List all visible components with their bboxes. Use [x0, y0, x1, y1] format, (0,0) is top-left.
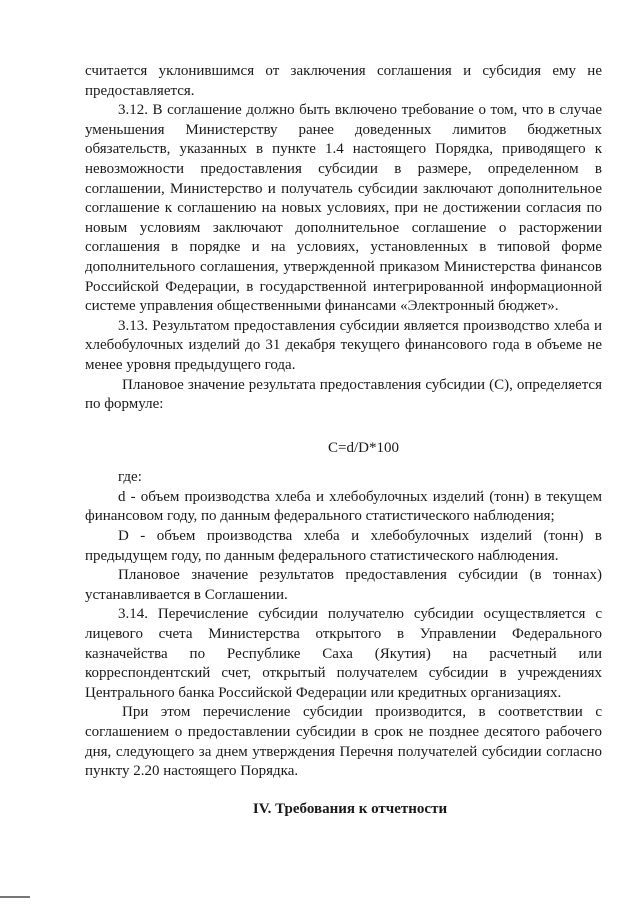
paragraph-continuation: считается уклонившимся от заключения соглашения и субсидия ему не предоставляется.	[85, 63, 602, 99]
paragraph-planned-value: Плановое значение результатов предоставления субсидии (в тоннах) устанавливается в Соглашении.	[85, 567, 602, 603]
paragraph-3-14: 3.14. Перечисление субсидии получателю субсидии осуществляется с лицевого счета Министерства открытого в Управлении Федерального казначейства по Республике Саха (Якутия) на расчетный или корреспондентский счет, открытый получателем субсидии в учреждениях Центрального банка Российской Федерации или кредитных организациях.	[85, 606, 602, 701]
formula: C=d/D*100	[328, 439, 399, 456]
definition-d-lower: d - объем производства хлеба и хлебобулочных изделий (тонн) в текущем финансовом году, по данным федерального статистического наблюдения;	[85, 488, 602, 525]
document-body	[85, 62, 602, 782]
where-label: где:	[118, 469, 142, 486]
definition-d-upper: D - объем производства хлеба и хлебобулочных изделий (тонн) в предыдущем году, по данным федерального статистического наблюдения.	[85, 528, 602, 564]
section-heading: IV. Требования к отчетности	[252, 801, 448, 817]
paragraph-3-13: 3.13. Результатом предоставления субсидии является производство хлеба и хлебобулочных изделий до 31 декабря текущего финансового года в объеме не менее уровня предыдущего года.	[85, 317, 602, 373]
scan-edge-mark	[0, 896, 30, 898]
paragraph-3-12: 3.12. В соглашение должно быть включено требование о том, что в случае уменьшения Министерству ранее доведенных лимитов бюджетных обязательств, указанных в пункте 1.4 настоящего Порядка, приводящего к невозможности предоставления субсидии в размере, определенном в соглашении, Министерство и получатель субсидии заключают дополнительное соглашение к соглашению на новых условиях, при не достижении согласия по новым условиям заключают дополнительное соглашение о расторжении соглашения в порядке и на условиях, установленных в типовой форме дополнительного соглашения, утвержденной приказом Министерства финансов Российской Федерации, в государственной интегрированной информационной системе управления общественными финансами «Электронный бюджет».	[85, 102, 602, 315]
paragraph-formula-intro: Плановое значение результата предоставления субсидии (С), определяется по формуле:	[85, 376, 602, 413]
paragraph-transfer-terms: При этом перечисление субсидии производится, в соответствии с соглашением о предоставлении субсидии в срок не позднее десятого рабочего дня, следующего за днем утверждения Перечня получателей субсидии согласно пункту 2.20 настоящего Порядка.	[85, 704, 602, 780]
